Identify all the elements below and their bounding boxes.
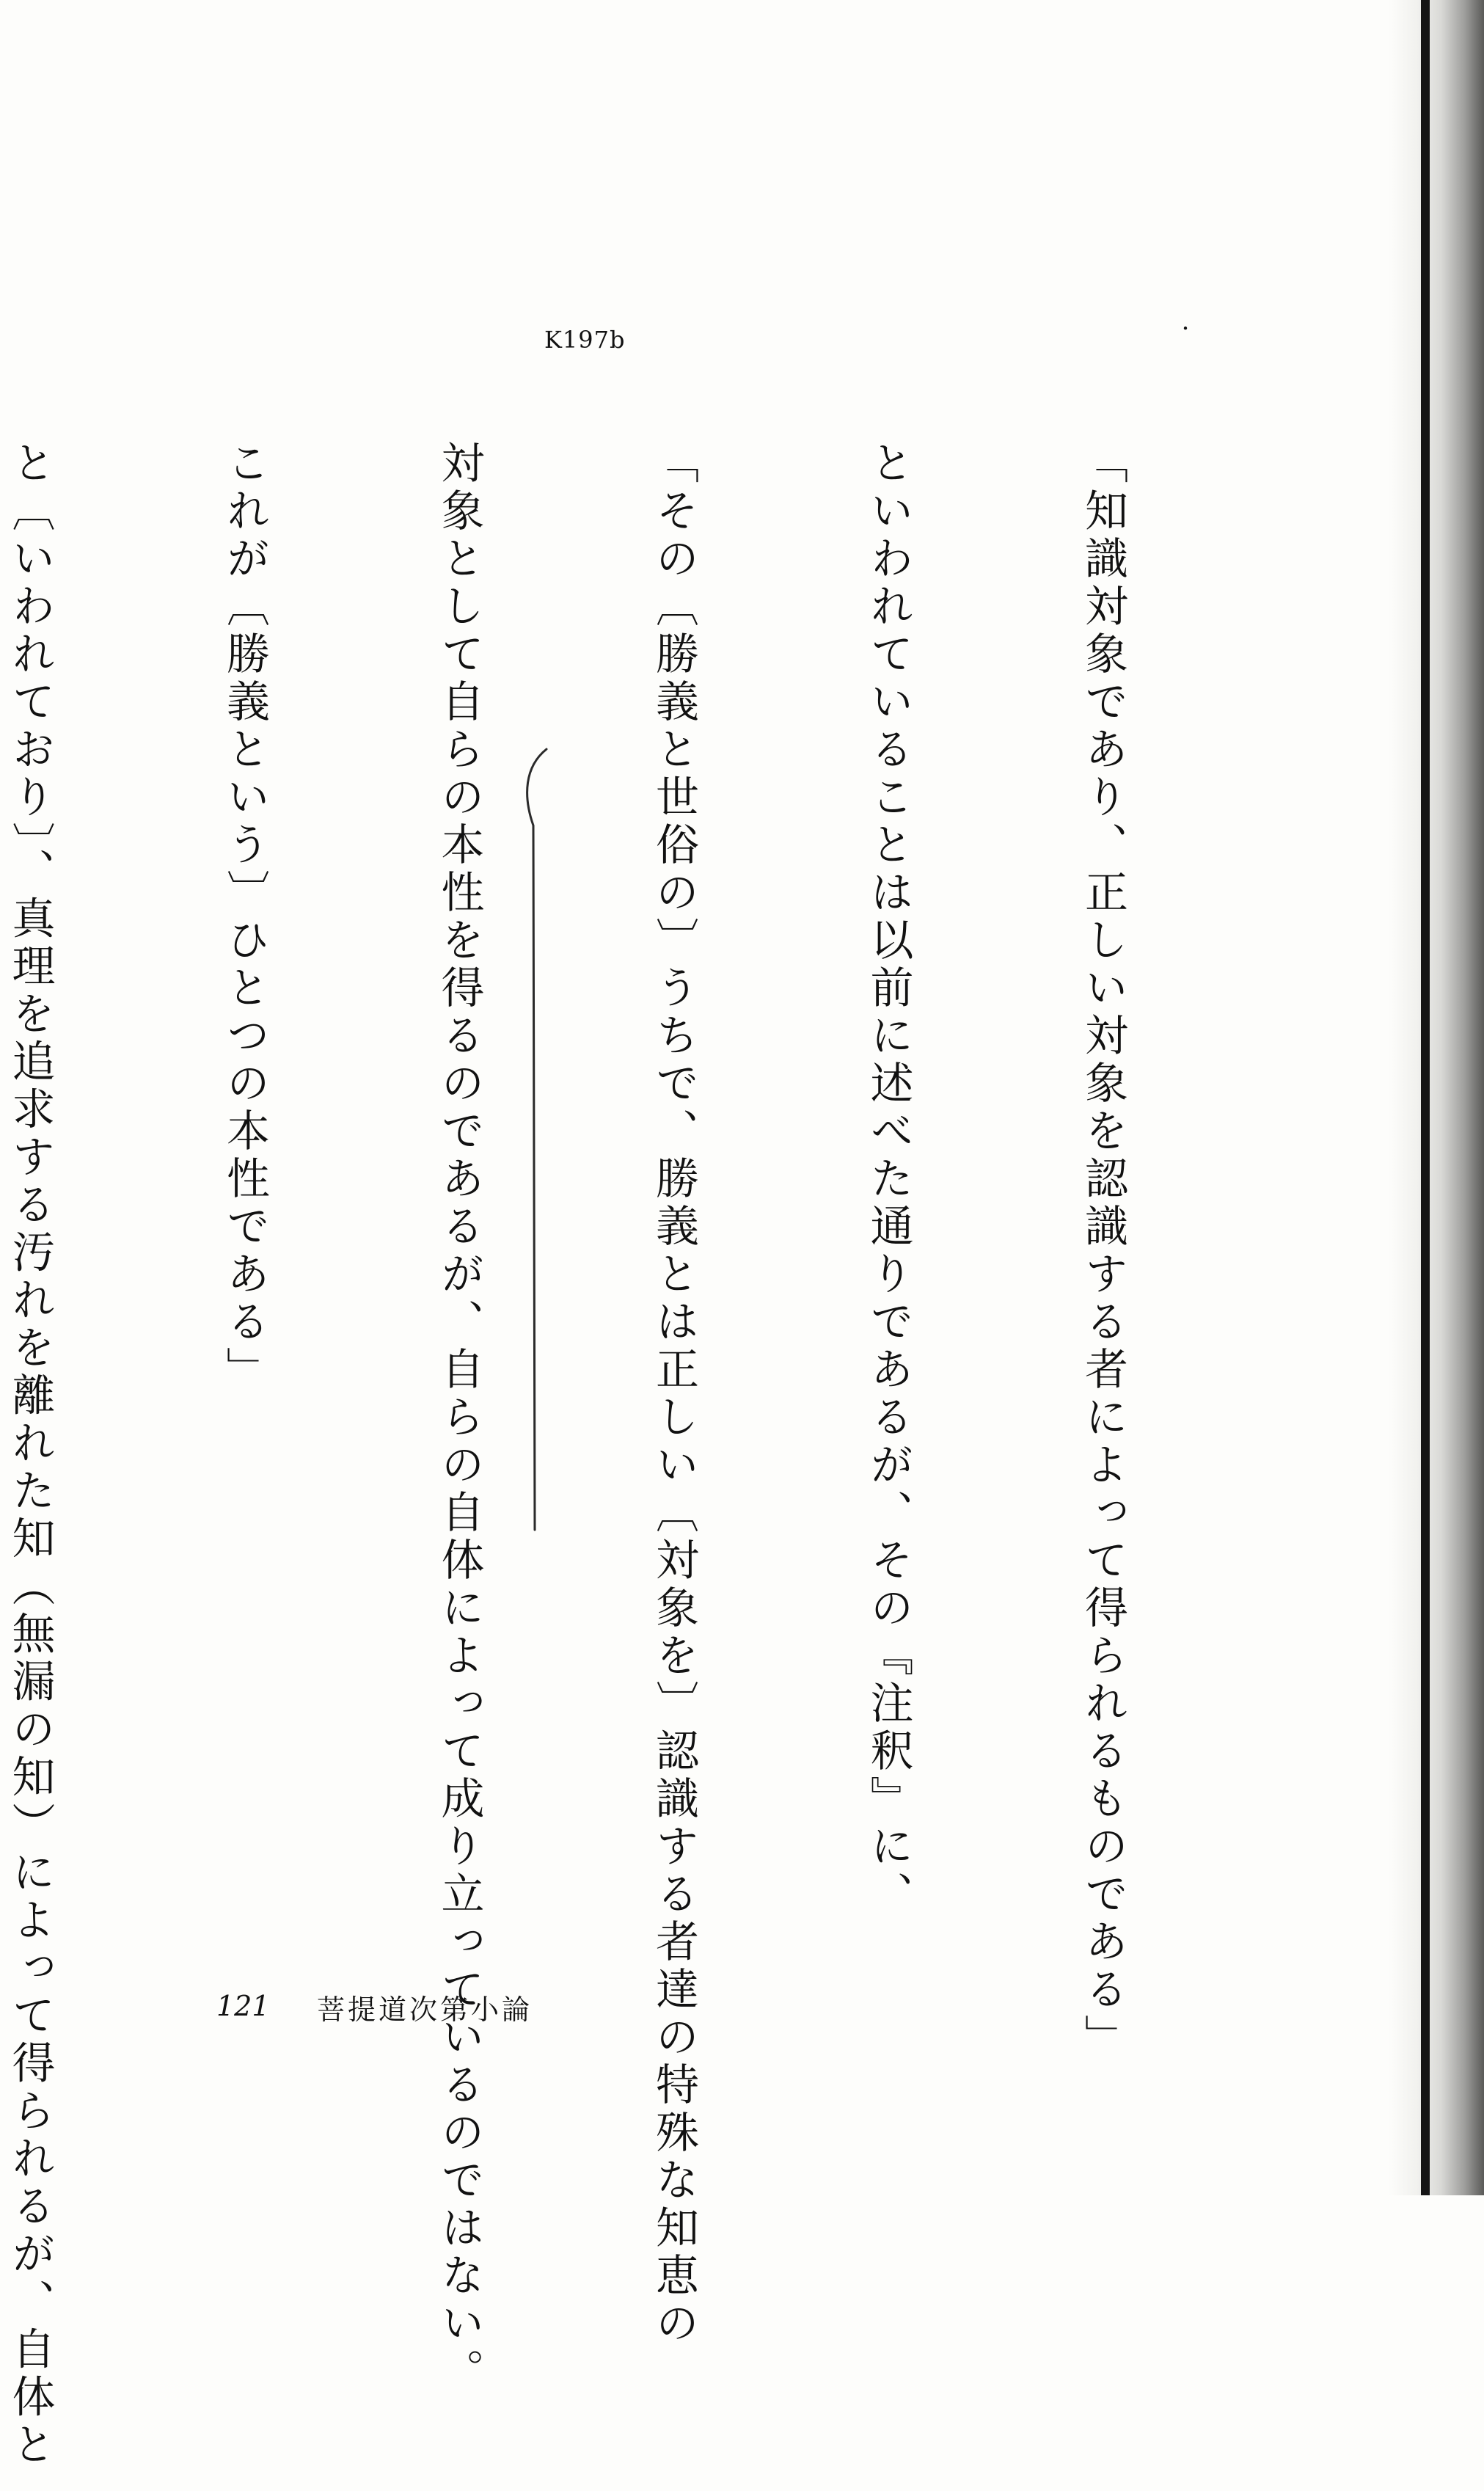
text-line: 「知識対象であり、正しい対象を認識する者によって得られるものである」 xyxy=(1078,440,1128,2062)
text-line: これが〔勝義という〕ひとつの本性である」 xyxy=(219,440,270,1394)
binding-edge-line xyxy=(1421,0,1430,2195)
text-line: と〔いわれており〕、真理を追求する汚れを離れた知（無漏の知）によって得られるが、自体と xyxy=(4,440,56,2470)
text-line: といわれていることは以前に述べた通りであるが、その『注釈』に、 xyxy=(863,440,914,1919)
corner-mark: ・ xyxy=(1177,318,1194,339)
page-binding-shadow xyxy=(1389,0,1484,2195)
text-line: 対象として自らの本性を得るのであるが、自らの自体によって成り立っているのではない。 xyxy=(434,440,485,2396)
margin-reference: K197b xyxy=(544,326,626,354)
text-line: 「その〔勝義と世俗の〕うちで、勝義とは正しい〔対象を〕認識する者達の特殊な知恵の xyxy=(648,440,699,2348)
pencil-underline-mark xyxy=(517,745,561,1537)
running-title: 菩提道次第小論 xyxy=(317,1994,533,2026)
page-number: 121 xyxy=(216,1990,270,2022)
